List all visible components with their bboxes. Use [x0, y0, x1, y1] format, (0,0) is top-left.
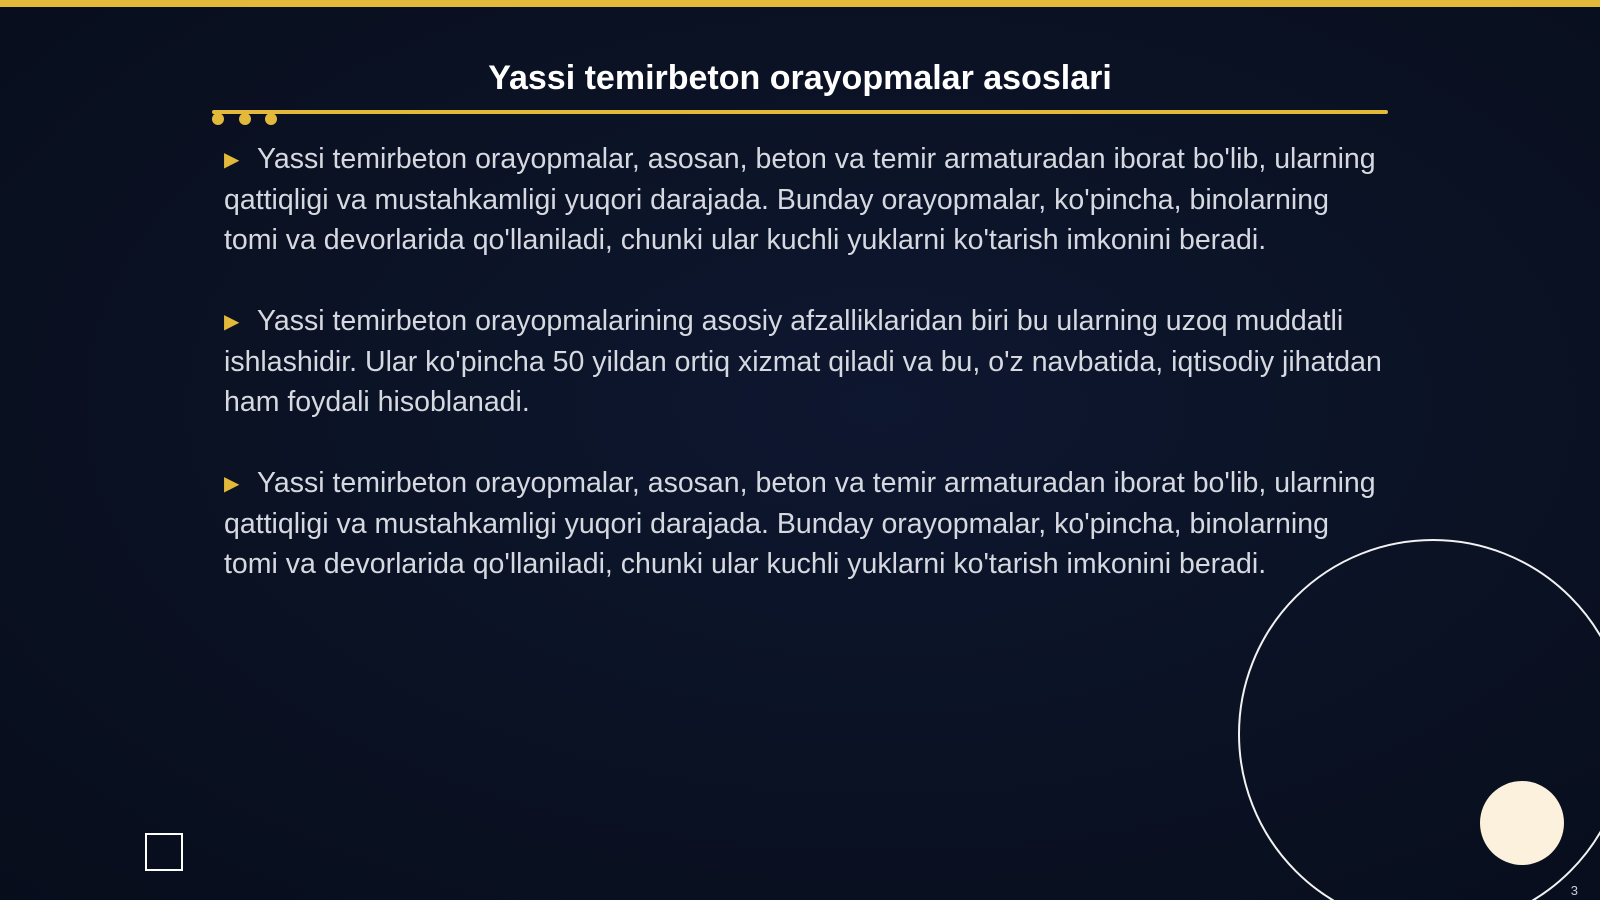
bullet-list — [224, 139, 1390, 625]
decorative-square-outline — [145, 833, 183, 871]
paragraph-text: Yassi temirbeton orayopmalar, asosan, beton va temir armaturadan iborat bo'lib, ularning qattiqligi va mustahkamligi yuqori darajada. Bunday orayopmalar, ko'pincha, binolarning tomi va devorlarida qo'llaniladi, chunki ular kuchli yuklarni ko'tarish imkonini beradi. — [224, 467, 1376, 580]
page-number: 3 — [1570, 883, 1578, 898]
bullet-arrow-icon: ▶ — [224, 311, 240, 333]
bullet-arrow-icon: ▶ — [224, 149, 240, 171]
paragraph-text: Yassi temirbeton orayopmalarining asosiy afzalliklaridan biri bu ularning uzoq muddatli ishlashidir. Ular ko'pincha 50 yildan ortiq xizmat qiladi va bu, o'z navbatida, iqtisodiy jihatdan ham foydali hisoblanadi. — [224, 305, 1382, 418]
accent-dot — [239, 113, 251, 125]
title-underline — [212, 110, 1388, 114]
bullet-paragraph — [224, 463, 1390, 584]
bullet-paragraph — [224, 301, 1390, 422]
bullet-paragraph — [224, 139, 1390, 260]
accent-dot — [265, 113, 277, 125]
decorative-filled-circle — [1480, 781, 1564, 865]
slide-title: Yassi temirbeton orayopmalar asoslari — [488, 59, 1112, 97]
paragraph-text: Yassi temirbeton orayopmalar, asosan, beton va temir armaturadan iborat bo'lib, ularning qattiqligi va mustahkamligi yuqori darajada. Bunday orayopmalar, ko'pincha, binolarning tomi va devorlarida qo'llaniladi, chunki ular kuchli yuklarni ko'tarish imkonini beradi. — [224, 143, 1376, 256]
bullet-arrow-icon: ▶ — [224, 473, 240, 495]
accent-dot — [212, 113, 224, 125]
top-accent-bar — [0, 0, 1600, 7]
